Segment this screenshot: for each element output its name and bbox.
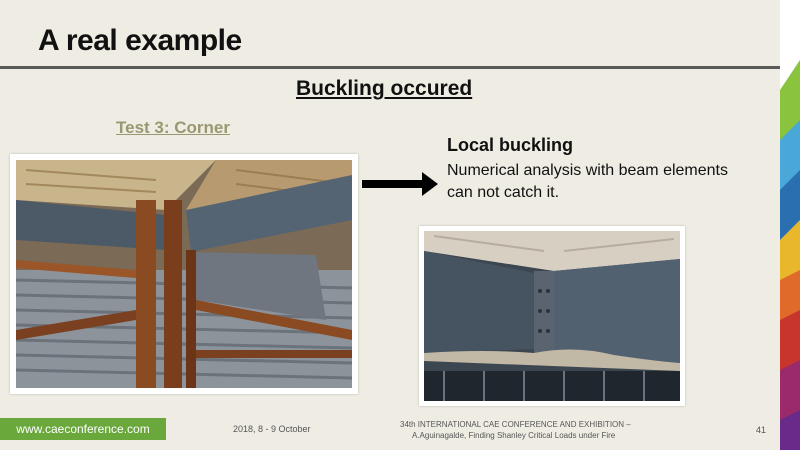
title-rule	[0, 66, 780, 69]
local-buckling-photo-image	[424, 231, 680, 401]
test-label: Test 3: Corner	[116, 118, 230, 137]
callout-body: Numerical analysis with beam elements can not catch it.	[447, 162, 728, 201]
decorative-color-strip	[780, 0, 800, 450]
photo-corner-test	[10, 154, 358, 394]
callout-heading: Local buckling	[447, 135, 574, 155]
footer-website[interactable]: www.caeconference.com	[0, 418, 166, 440]
footer-date: 2018, 8 - 9 October	[233, 424, 311, 434]
page-number: 41	[756, 425, 767, 435]
footer-conference	[400, 419, 700, 441]
photo-local-buckling	[419, 226, 685, 406]
footer-conference-line1: 34th INTERNATIONAL CAE CONFERENCE AND EXHIBITION –	[400, 420, 631, 429]
slide-subtitle: Buckling occured	[296, 77, 473, 100]
slide-title: A real example	[38, 24, 242, 57]
right-arrow-icon	[362, 172, 438, 196]
corner-test-photo-image	[16, 160, 352, 388]
footer-conference-line2: A.Aguinagalde, Finding Shanley Critical Loads under Fire	[412, 431, 616, 440]
